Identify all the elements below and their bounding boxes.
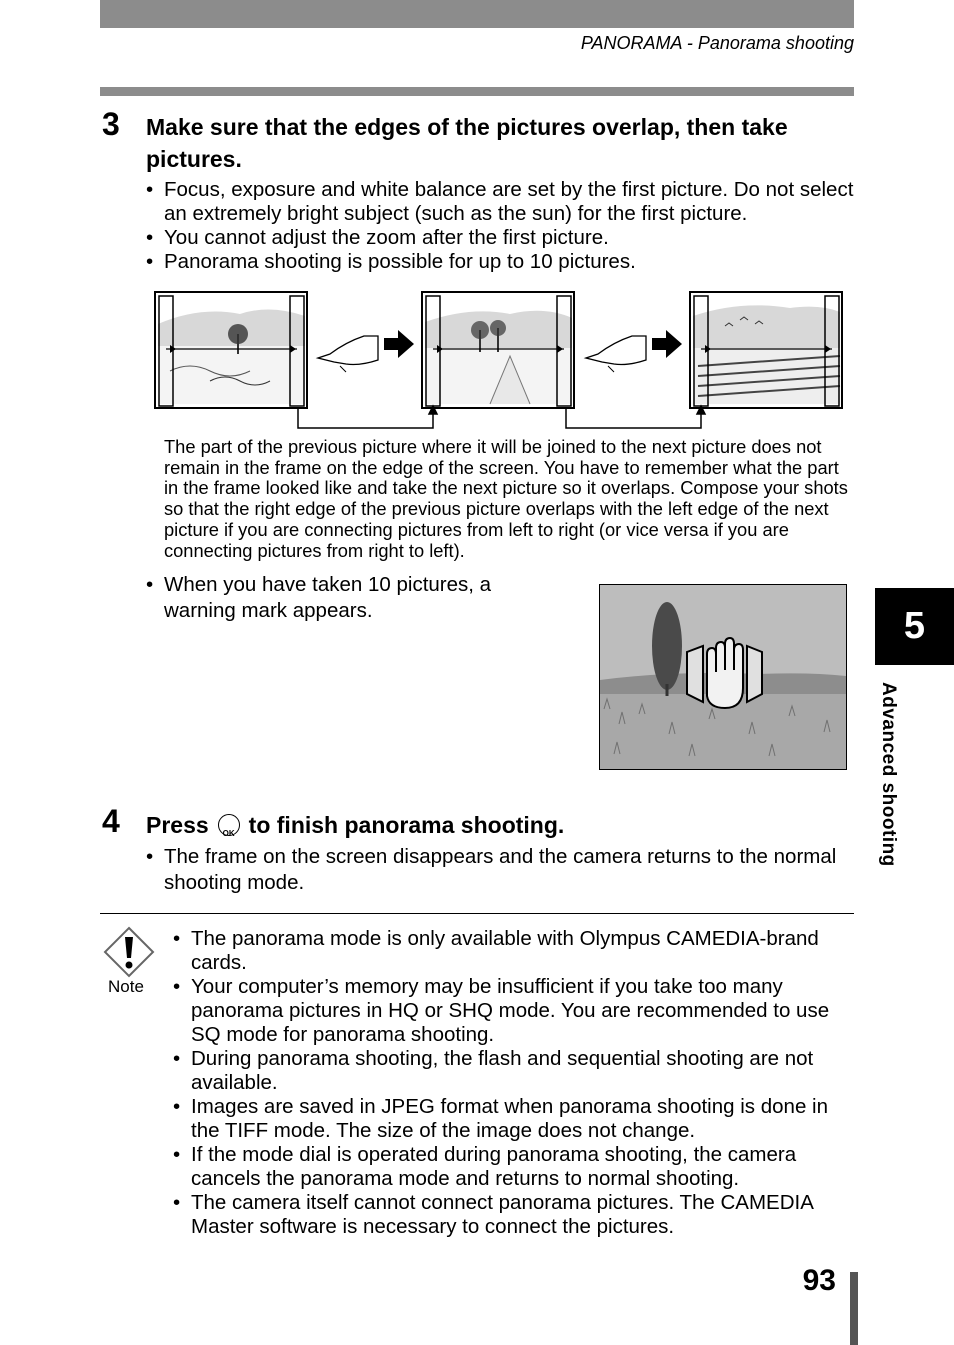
list-item: • Panorama shooting is possible for up to 10 pictures.	[146, 250, 864, 274]
running-title: PANORAMA - Panorama shooting	[580, 33, 854, 53]
pan-hand-icon	[318, 336, 378, 372]
step-4-number: 4	[102, 803, 120, 839]
page-number-bar	[850, 1272, 858, 1345]
step-4-title-end: to finish panorama shooting.	[248, 812, 565, 838]
note-label: Note	[108, 977, 144, 996]
page-number: 93	[802, 1264, 836, 1297]
list-item: • The panorama mode is only available with Olympus CAMEDIA-brand cards.	[173, 927, 855, 975]
step-4-bullets	[146, 844, 846, 896]
panorama-frame-3	[690, 292, 842, 408]
note-divider	[100, 913, 854, 914]
list-item: • When you have taken 10 pictures, a warning mark appears.	[146, 572, 546, 624]
warning-bullet-list	[146, 572, 546, 624]
panorama-frame-1	[155, 292, 307, 408]
list-item: • Your computer’s memory may be insufficient if you take too many panorama pictures in HQ or SHQ mode. You are recommended to use SQ mode for panorama shooting.	[173, 975, 855, 1047]
list-item: • Focus, exposure and white balance are set by the first picture. Do not select an extremely bright subject (such as the sun) for the first picture.	[146, 178, 864, 226]
section-rule	[100, 87, 854, 96]
header-bar	[100, 0, 854, 28]
step-4-title-start: Press	[146, 812, 209, 838]
list-item: • If the mode dial is operated during panorama shooting, the camera cancels the panorama mode and returns to normal shooting.	[173, 1143, 855, 1191]
step-4-title	[146, 809, 846, 841]
pan-hand-icon	[586, 336, 646, 372]
list-item: • The camera itself cannot connect panorama pictures. The CAMEDIA Master software is necessary to connect the pictures.	[173, 1191, 855, 1239]
list-item: • The frame on the screen disappears and the camera returns to the normal shooting mode.	[146, 844, 846, 896]
warning-hand-icon	[687, 638, 762, 708]
panorama-frame-2	[422, 292, 574, 408]
diagram-caption: The part of the previous picture where it will be joined to the next picture does not remain in the frame on the edge of the screen. You have to remember what the part in the frame looked like and take the next picture so it overlaps. Compose your shots so that the right edge of the previous picture overlaps with the left edge of the next picture if you are connecting pictures from left to right (or vice versa if you are connecting pictures from right to left).	[164, 436, 848, 561]
right-arrow-icon	[652, 330, 682, 358]
panorama-sequence-illustration	[150, 286, 850, 436]
step-3-bullets	[146, 178, 864, 274]
step-3-number: 3	[102, 106, 120, 142]
step-3-title-line2: pictures.	[146, 146, 242, 172]
right-arrow-icon	[384, 330, 414, 358]
chapter-side-label-text: Advanced shooting	[878, 682, 899, 867]
chapter-side-label	[867, 682, 907, 912]
list-item: • Images are saved in JPEG format when panorama shooting is done in the TIFF mode. The size of the image does not change.	[173, 1095, 855, 1143]
list-item: • During panorama shooting, the flash and sequential shooting are not available.	[173, 1047, 855, 1095]
note-warning-icon	[103, 926, 155, 978]
step-3-title-line1: Make sure that the edges of the pictures overlap, then take	[146, 114, 788, 140]
warning-mark-screen-photo	[599, 584, 847, 770]
step-3-title	[146, 111, 866, 175]
note-bullets	[173, 927, 855, 1239]
overlap-connector-lines	[298, 406, 705, 428]
chapter-tab: 5	[875, 588, 954, 665]
ok-button-icon: OK	[218, 814, 240, 836]
list-item: • You cannot adjust the zoom after the first picture.	[146, 226, 864, 250]
